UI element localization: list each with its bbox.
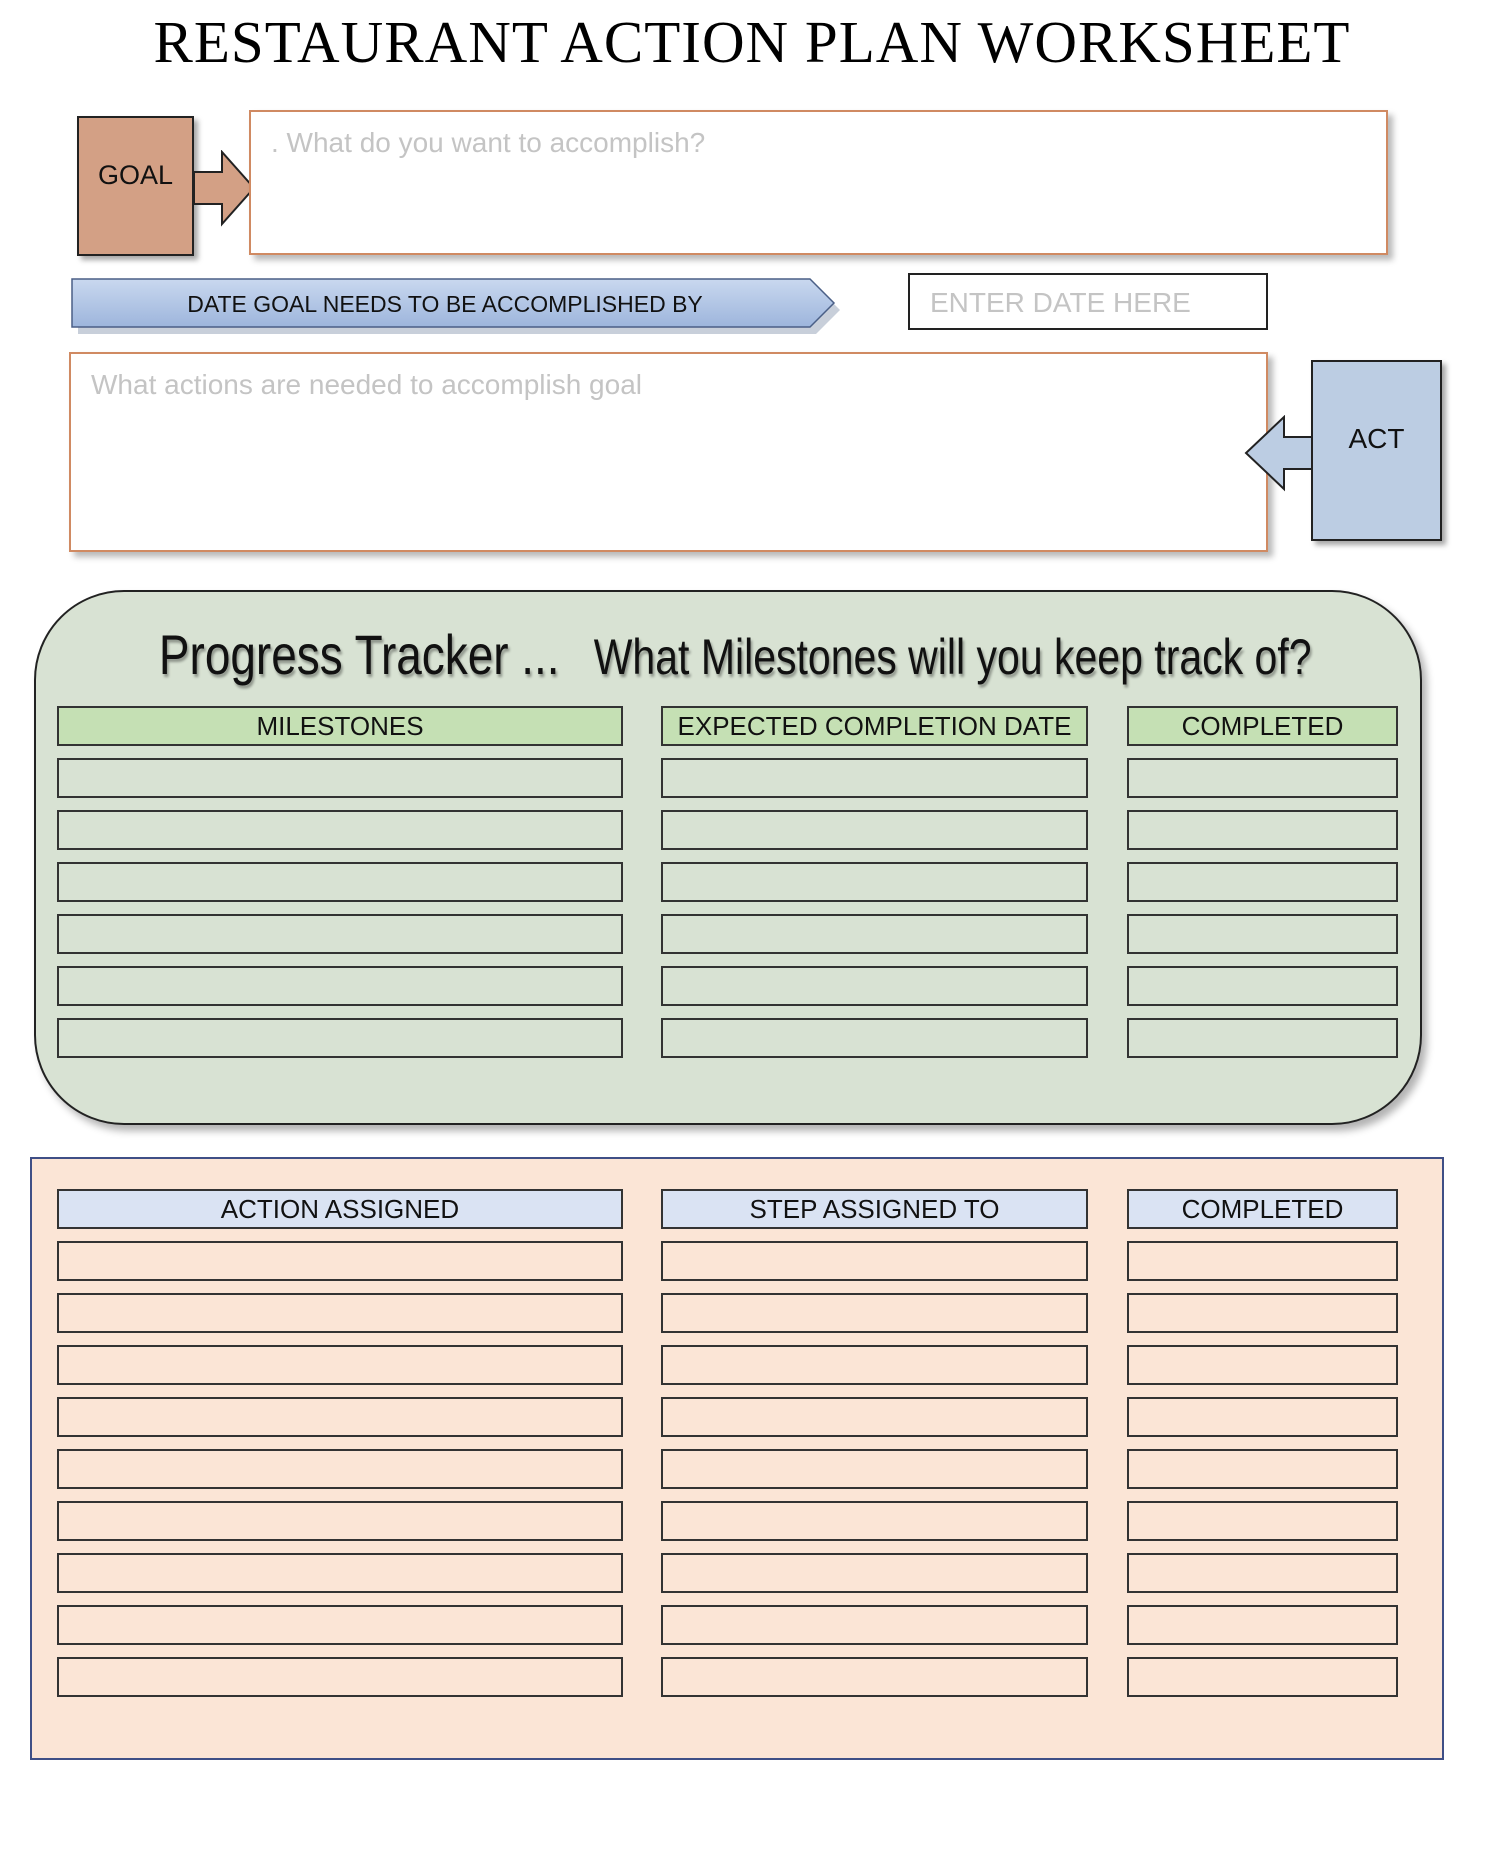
milestone-completed-header: COMPLETED [1127, 706, 1398, 746]
table-cell[interactable] [57, 1553, 623, 1593]
table-cell[interactable] [57, 914, 623, 954]
milestone-completed-column [1127, 706, 1398, 746]
goal-label: GOAL [97, 160, 174, 190]
table-cell[interactable] [661, 914, 1088, 954]
table-cell[interactable] [1127, 1449, 1398, 1489]
goal-placeholder: . What do you want to accomplish? [271, 127, 706, 158]
table-cell[interactable] [57, 1018, 623, 1058]
table-cell[interactable] [57, 862, 623, 902]
table-cell[interactable] [1127, 1605, 1398, 1645]
table-cell[interactable] [1127, 1501, 1398, 1541]
table-cell[interactable] [1127, 1553, 1398, 1593]
table-cell[interactable] [57, 1397, 623, 1437]
table-cell[interactable] [661, 1449, 1088, 1489]
table-cell[interactable] [1127, 1397, 1398, 1437]
table-cell[interactable] [1127, 1293, 1398, 1333]
table-cell[interactable] [661, 1657, 1088, 1697]
progress-tracker-title-question: What Milestones will you keep track of? [593, 629, 1312, 685]
table-cell[interactable] [661, 1241, 1088, 1281]
page-title: RESTAURANT ACTION PLAN WORKSHEET [153, 9, 1351, 75]
table-cell[interactable] [1127, 1241, 1398, 1281]
table-cell[interactable] [57, 1241, 623, 1281]
table-cell[interactable] [661, 810, 1088, 850]
progress-tracker-title [158, 622, 1312, 687]
table-cell[interactable] [1127, 1018, 1398, 1058]
milestones-header: MILESTONES [57, 706, 623, 746]
expected-date-header: EXPECTED COMPLETION DATE [661, 706, 1088, 746]
action-completed-header: COMPLETED [1127, 1189, 1398, 1229]
table-cell[interactable] [57, 810, 623, 850]
action-assigned-header: ACTION ASSIGNED [57, 1189, 623, 1229]
table-cell[interactable] [661, 862, 1088, 902]
table-cell[interactable] [1127, 810, 1398, 850]
table-cell[interactable] [661, 1605, 1088, 1645]
table-cell[interactable] [57, 1449, 623, 1489]
table-cell[interactable] [1127, 966, 1398, 1006]
table-cell[interactable] [1127, 862, 1398, 902]
table-cell[interactable] [661, 1293, 1088, 1333]
step-assigned-column [661, 1189, 1088, 1229]
table-cell[interactable] [661, 1553, 1088, 1593]
progress-tracker-title-main: Progress Tracker ... [158, 623, 560, 686]
action-assigned-column [57, 1189, 623, 1229]
date-placeholder: ENTER DATE HERE [930, 287, 1191, 318]
actions-placeholder: What actions are needed to accomplish goal [91, 369, 642, 400]
expected-date-column [661, 706, 1088, 746]
table-cell[interactable] [661, 1501, 1088, 1541]
date-banner-label: DATE GOAL NEEDS TO BE ACCOMPLISHED BY [187, 291, 703, 317]
table-cell[interactable] [57, 1345, 623, 1385]
goal-input[interactable] [249, 110, 1388, 255]
table-cell[interactable] [661, 1345, 1088, 1385]
act-label: ACT [1348, 423, 1405, 454]
table-cell[interactable] [1127, 914, 1398, 954]
date-input[interactable] [908, 273, 1268, 330]
action-completed-column [1127, 1189, 1398, 1229]
table-cell[interactable] [57, 1501, 623, 1541]
table-cell[interactable] [1127, 758, 1398, 798]
table-cell[interactable] [1127, 1345, 1398, 1385]
table-cell[interactable] [57, 758, 623, 798]
actions-input[interactable] [69, 352, 1268, 552]
table-cell[interactable] [661, 758, 1088, 798]
table-cell[interactable] [661, 1018, 1088, 1058]
table-cell[interactable] [661, 1397, 1088, 1437]
milestones-column [57, 706, 623, 746]
table-cell[interactable] [57, 1605, 623, 1645]
table-cell[interactable] [57, 966, 623, 1006]
table-cell[interactable] [661, 966, 1088, 1006]
table-cell[interactable] [57, 1293, 623, 1333]
table-cell[interactable] [57, 1657, 623, 1697]
step-assigned-header: STEP ASSIGNED TO [661, 1189, 1088, 1229]
left-arrow-icon [1242, 415, 1314, 495]
table-cell[interactable] [1127, 1657, 1398, 1697]
